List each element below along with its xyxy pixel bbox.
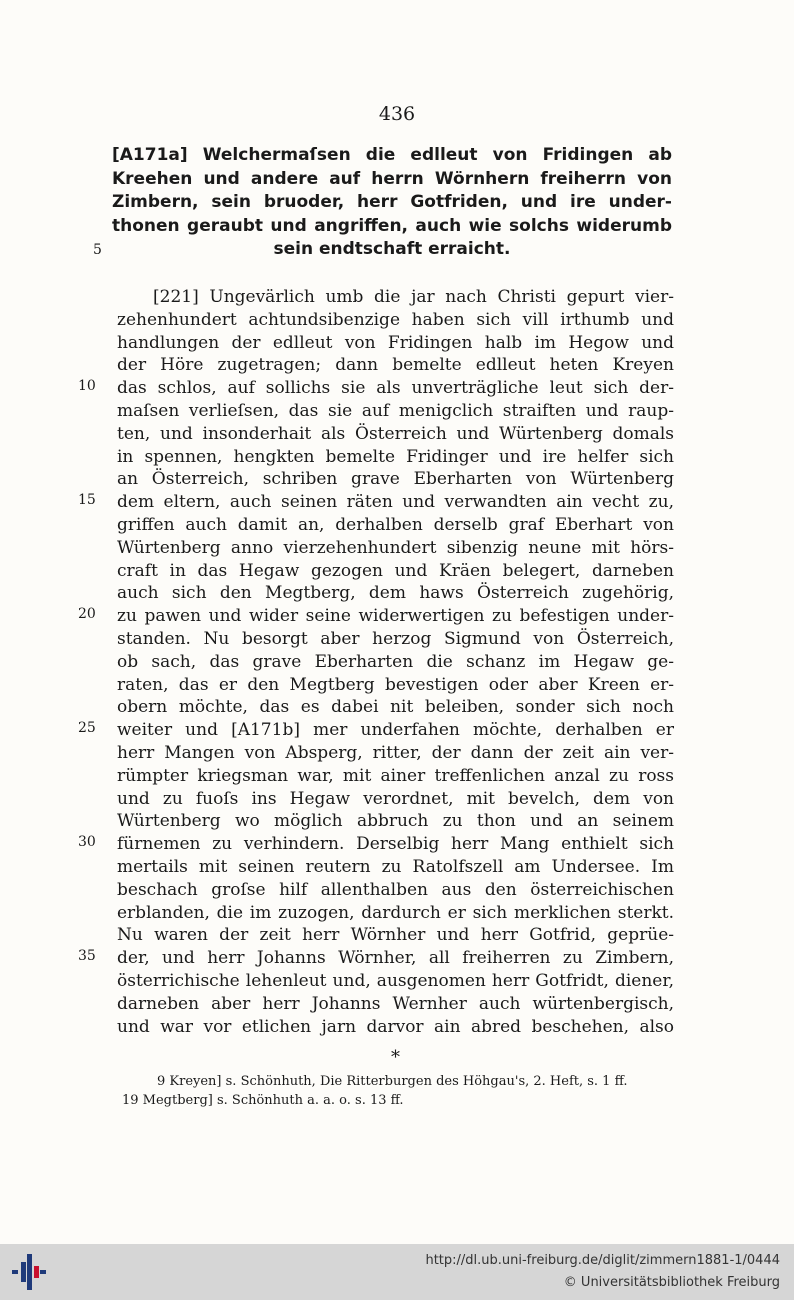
heading-line: sein endtschaft erraicht. <box>273 239 511 259</box>
body-line: in spennen, hengkten bemelte Fridinger und ire helfer sich <box>117 446 674 467</box>
source-url-link[interactable]: http://dl.ub.uni-freiburg.de/diglit/zimmern1881-1/0444 <box>425 1253 780 1268</box>
line-number: 25 <box>78 720 96 736</box>
body-line: Würtenberg anno vierzehenhundert sibenzig neune mit hörs- <box>117 537 674 558</box>
heading-line: Kreehen und andere auf herrn Wörnhern freiherrn von <box>112 168 672 189</box>
body-line: craft in das Hegaw gezogen und Kräen belegert, darneben <box>117 560 674 581</box>
body-line: rümpter kriegsman war, mit ainer treffenlichen anzal zu ross <box>117 765 674 786</box>
body-line: [221] Ungevärlich umb die jar nach Christi gepurt vier- <box>153 287 674 307</box>
heading-line: [A171a] Welchermaſsen die edlleut von Fridingen ab <box>112 145 672 165</box>
body-line: obern möchte, das es dabei nit beleiben, sonder sich noch <box>117 697 674 718</box>
body-line: das schlos, auf sollichs sie als unverträgliche leut sich der- <box>117 378 674 399</box>
body-line: auch sich den Megtberg, dem haws Österreich zugehörig, <box>117 583 674 604</box>
body-line: standen. Nu besorgt aber herzog Sigmund von Österreich, <box>117 628 674 649</box>
body-line: erblanden, die im zuzogen, dardurch er sich merklichen sterkt. <box>117 902 674 923</box>
footnote-separator: * <box>391 1047 400 1068</box>
body-line: raten, das er den Megtberg bevestigen oder aber Kreen er- <box>117 674 674 695</box>
body-text <box>117 286 674 1038</box>
body-line: an Österreich, schriben grave Eberharten von Würtenberg <box>117 469 674 490</box>
line-number: 15 <box>78 492 96 508</box>
body-line: und war vor etlichen jarn darvor ain abred beschehen, also <box>117 1016 674 1037</box>
body-line: herr Mangen von Absperg, ritter, der dann der zeit ain ver- <box>117 742 674 763</box>
body-line: mertails mit seinen reutern zu Ratolfszell am Undersee. Im <box>117 856 674 877</box>
body-line: darneben aber herr Johanns Wernher auch würtenbergisch, <box>117 993 674 1014</box>
line-number: 30 <box>78 834 96 850</box>
body-line: Würtenberg wo möglich abbruch zu thon und an seinem <box>117 811 674 832</box>
footnote: 19 Megtberg] s. Schönhuth a. a. o. s. 13 ff. <box>122 1093 404 1108</box>
viewer-footer <box>0 1244 794 1300</box>
body-line: österrichische lehenleut und, ausgenomen herr Gotfridt, diener, <box>117 970 674 991</box>
body-line: dem eltern, auch seinen räten und verwandten ain vecht zu, <box>117 492 674 513</box>
body-line: beschach groſse hilf allenthalben aus den österreichischen <box>117 879 674 900</box>
body-line: Nu waren der zeit herr Wörnher und herr Gotfrid, geprüe- <box>117 925 674 946</box>
heading-line: Zimbern, sein bruoder, herr Gotfriden, und ire under- <box>112 192 672 212</box>
body-line: der Höre zugetragen; dann bemelte edlleut heten Kreyen <box>117 355 674 376</box>
body-line: griffen auch damit an, derhalben derselb graf Eberhart von <box>117 514 674 535</box>
body-line: zu pawen und wider seine widerwertigen zu befestigen under- <box>117 606 674 627</box>
line-number: 35 <box>78 948 96 964</box>
body-line: ten, und insonderhait als Österreich und Würtenberg domals <box>117 423 674 444</box>
heading-line: thonen geraubt und angriffen, auch wie solchs widerumb <box>112 215 672 236</box>
body-line: fürnemen zu verhindern. Derselbig herr Mang enthielt sich <box>117 834 674 855</box>
body-line: handlungen der edlleut von Fridingen halb im Hegow und <box>117 332 674 353</box>
ub-freiburg-logo-icon[interactable] <box>9 1252 49 1292</box>
page-number: 436 <box>378 103 416 125</box>
heading-line-number: 5 <box>93 242 102 258</box>
line-number: 20 <box>78 606 96 622</box>
copyright-text: © Universitätsbibliothek Freiburg <box>563 1275 780 1290</box>
footnotes <box>122 1072 670 1110</box>
body-line: und zu fuoſs ins Hegaw verordnet, mit bevelch, dem von <box>117 788 674 809</box>
body-line: maſsen verlieſsen, das sie auf menigclich straiften und raup- <box>117 400 674 421</box>
body-line: zehenhundert achtundsibenzige haben sich vill irthumb und <box>117 309 674 330</box>
body-line: ob sach, das grave Eberharten die schanz im Hegaw ge- <box>117 651 674 672</box>
body-line: weiter und [A171b] mer underfahen möchte, derhalben er <box>117 720 674 741</box>
footnote: 9 Kreyen] s. Schönhuth, Die Ritterburgen des Höhgau's, 2. Heft, s. 1 ff. <box>157 1074 628 1089</box>
chapter-heading <box>112 144 672 262</box>
line-number: 10 <box>78 378 96 394</box>
body-line: der, und herr Johanns Wörnher, all freiherren zu Zimbern, <box>117 948 674 969</box>
